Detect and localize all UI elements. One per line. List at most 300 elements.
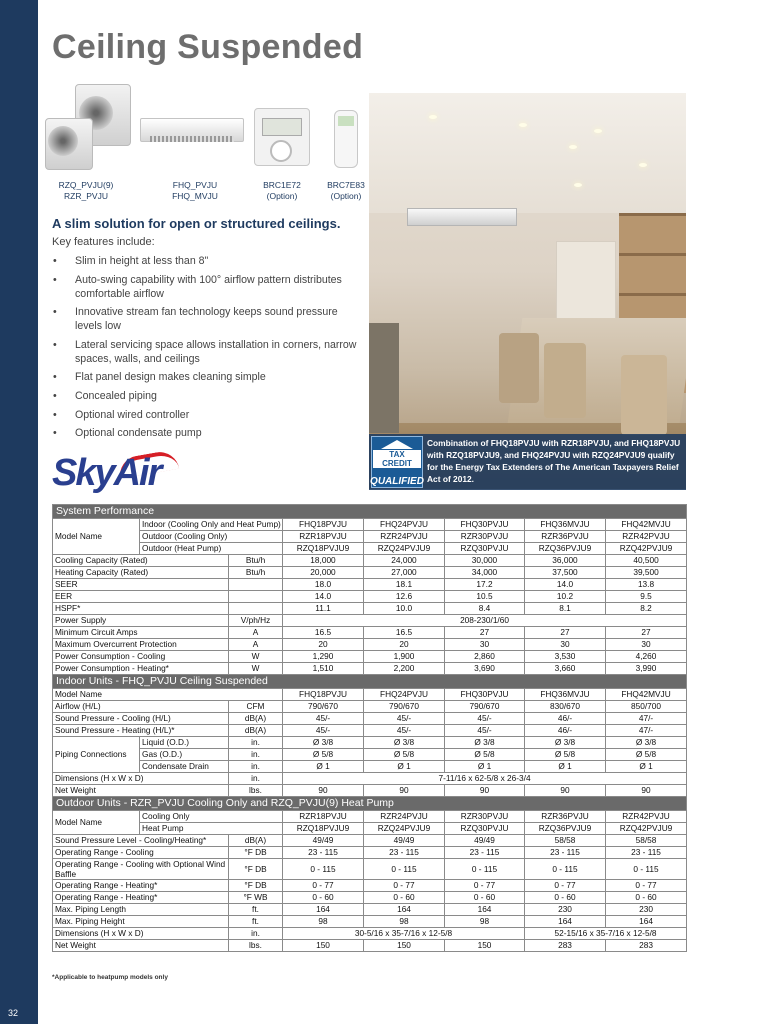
value-cell: RZR36PVJU bbox=[525, 811, 606, 823]
skyair-logo bbox=[52, 448, 186, 498]
value-cell: 790/670 bbox=[445, 701, 525, 713]
value-cell: 98 bbox=[283, 916, 364, 928]
tax-credit-text: Combination of FHQ18PVJU with RZR18PVJU, and FHQ18PVJU with RZQ18PVJU9, and FHQ24PVJU with RZQ24PVJU9 qualify for the Energy Tax Extenders of The American Taxpayers Relief Act of 2012. bbox=[427, 438, 681, 484]
value-cell: 0 - 115 bbox=[525, 859, 606, 880]
value-cell: RZR42PVJU bbox=[606, 811, 687, 823]
value-cell: 0 - 60 bbox=[606, 892, 687, 904]
section-title: Indoor Units - FHQ_PVJU Ceiling Suspended bbox=[53, 675, 687, 689]
value-cell: 20,000 bbox=[283, 567, 364, 579]
unit-cell: V/ph/Hz bbox=[229, 615, 283, 627]
value-cell: RZQ36PVJU9 bbox=[525, 823, 606, 835]
value-cell: 790/670 bbox=[364, 701, 445, 713]
controller-dial bbox=[270, 140, 292, 162]
value-cell: 164 bbox=[606, 916, 687, 928]
feature-text: Slim in height at less than 8" bbox=[75, 255, 209, 267]
ceiling-light bbox=[569, 145, 577, 149]
value-cell: 40,500 bbox=[606, 555, 687, 567]
value-cell: 46/- bbox=[525, 725, 606, 737]
row-label: Dimensions (H x W x D) bbox=[53, 773, 229, 785]
value-cell: 24,000 bbox=[364, 555, 445, 567]
row-label: Condensate Drain bbox=[140, 761, 229, 773]
table-row bbox=[53, 627, 687, 639]
value-cell: Ø 3/8 bbox=[445, 737, 525, 749]
value-cell: 98 bbox=[445, 916, 525, 928]
feature-item bbox=[52, 338, 364, 366]
value-cell: 1,900 bbox=[364, 651, 445, 663]
value-cell: 17.2 bbox=[445, 579, 525, 591]
value-cell: Ø 5/8 bbox=[606, 749, 687, 761]
value-cell: 52-15/16 x 35-7/16 x 12-5/8 bbox=[525, 928, 687, 940]
value-cell: 3,690 bbox=[445, 663, 525, 675]
table-row bbox=[53, 615, 687, 627]
unit-cell: ft. bbox=[229, 916, 283, 928]
features-intro: Key features include: bbox=[52, 236, 155, 248]
value-cell: 283 bbox=[606, 940, 687, 952]
value-cell: 150 bbox=[283, 940, 364, 952]
feature-text: Innovative stream fan technology keeps sound pressure levels low bbox=[75, 306, 338, 333]
table-row bbox=[53, 823, 687, 835]
table-row bbox=[53, 689, 687, 701]
badge-text: QUALIFIED bbox=[370, 476, 424, 487]
table-row bbox=[53, 543, 687, 555]
value-cell: Ø 1 bbox=[525, 761, 606, 773]
feature-item bbox=[52, 273, 364, 301]
unit-cell: CFM bbox=[229, 701, 283, 713]
row-label: Piping Connections bbox=[53, 737, 140, 773]
row-label: Outdoor (Cooling Only) bbox=[140, 531, 283, 543]
side-bar bbox=[0, 0, 38, 1024]
value-cell: 8.4 bbox=[445, 603, 525, 615]
tagline: A slim solution for open or structured ceilings. bbox=[52, 216, 341, 231]
row-label: Operating Range - Cooling with Optional Wind Baffle bbox=[53, 859, 229, 880]
table-row bbox=[53, 603, 687, 615]
product-caption bbox=[48, 180, 124, 202]
feature-item bbox=[52, 305, 364, 333]
value-cell: FHQ18PVJU bbox=[283, 519, 364, 531]
value-cell: Ø 5/8 bbox=[525, 749, 606, 761]
footnote: *Applicable to heatpump models only bbox=[52, 974, 168, 981]
row-label: SEER bbox=[53, 579, 229, 591]
fan-icon bbox=[48, 126, 78, 156]
row-label: Power Consumption - Cooling bbox=[53, 651, 229, 663]
value-cell: Ø 3/8 bbox=[283, 737, 364, 749]
table-row bbox=[53, 639, 687, 651]
value-cell: 0 - 115 bbox=[445, 859, 525, 880]
ceiling-light bbox=[639, 163, 647, 167]
unit-cell: in. bbox=[229, 749, 283, 761]
value-cell: 14.0 bbox=[525, 579, 606, 591]
feature-item bbox=[52, 254, 364, 268]
value-cell: 164 bbox=[283, 904, 364, 916]
value-cell: 16.5 bbox=[283, 627, 364, 639]
controller-screen bbox=[262, 118, 302, 136]
table-row bbox=[53, 916, 687, 928]
value-cell: 45/- bbox=[364, 725, 445, 737]
row-label: Cooling Only bbox=[140, 811, 283, 823]
table-row bbox=[53, 591, 687, 603]
table-row bbox=[53, 904, 687, 916]
table-row bbox=[53, 651, 687, 663]
value-cell: 16.5 bbox=[364, 627, 445, 639]
value-cell: RZQ24PVJU9 bbox=[364, 543, 445, 555]
value-cell: 27 bbox=[525, 627, 606, 639]
caption-line: BRC1E72 bbox=[263, 180, 301, 190]
row-label: Operating Range - Cooling bbox=[53, 847, 229, 859]
row-label: Heat Pump bbox=[140, 823, 283, 835]
value-cell: 10.0 bbox=[364, 603, 445, 615]
value-cell: 850/700 bbox=[606, 701, 687, 713]
section-title: System Performance bbox=[53, 505, 687, 519]
bullet: • bbox=[53, 306, 57, 319]
value-cell: 1,290 bbox=[283, 651, 364, 663]
value-cell: Ø 3/8 bbox=[525, 737, 606, 749]
bullet: • bbox=[53, 389, 57, 402]
caption-line: (Option) bbox=[330, 191, 362, 201]
row-label: HSPF* bbox=[53, 603, 229, 615]
feature-item bbox=[52, 426, 364, 440]
row-label: Max. Piping Height bbox=[53, 916, 229, 928]
table-row bbox=[53, 555, 687, 567]
value-cell: 150 bbox=[445, 940, 525, 952]
unit-cell: °F DB bbox=[229, 859, 283, 880]
value-cell: 8.2 bbox=[606, 603, 687, 615]
value-cell: 18.1 bbox=[364, 579, 445, 591]
value-cell: RZR36PVJU bbox=[525, 531, 606, 543]
row-label: Model Name bbox=[53, 689, 283, 701]
remote-screen bbox=[338, 116, 354, 126]
unit-cell: dB(A) bbox=[229, 835, 283, 847]
value-cell: 46/- bbox=[525, 713, 606, 725]
unit-cell: A bbox=[229, 639, 283, 651]
feature-item bbox=[52, 408, 364, 422]
feature-text: Lateral servicing space allows installation in corners, narrow spaces, walls, and ceilings bbox=[75, 338, 357, 365]
value-cell: 3,990 bbox=[606, 663, 687, 675]
table-row bbox=[53, 519, 687, 531]
value-cell: 90 bbox=[606, 785, 687, 797]
table-row bbox=[53, 773, 687, 785]
value-cell: 23 - 115 bbox=[283, 847, 364, 859]
value-cell: 23 - 115 bbox=[364, 847, 445, 859]
value-cell: FHQ42MVJU bbox=[606, 519, 687, 531]
unit-cell: °F DB bbox=[229, 880, 283, 892]
row-label: Liquid (O.D.) bbox=[140, 737, 229, 749]
value-cell: 23 - 115 bbox=[606, 847, 687, 859]
value-cell: 208-230/1/60 bbox=[283, 615, 687, 627]
value-cell: Ø 5/8 bbox=[283, 749, 364, 761]
row-label: Outdoor (Heat Pump) bbox=[140, 543, 283, 555]
row-label: Model Name bbox=[53, 519, 140, 555]
unit-cell: lbs. bbox=[229, 940, 283, 952]
value-cell: Ø 5/8 bbox=[364, 749, 445, 761]
unit-cell: A bbox=[229, 627, 283, 639]
value-cell: 30,000 bbox=[445, 555, 525, 567]
indoor-grille bbox=[150, 136, 234, 142]
value-cell: FHQ24PVJU bbox=[364, 519, 445, 531]
photo-stool bbox=[621, 355, 667, 435]
value-cell: Ø 1 bbox=[283, 761, 364, 773]
value-cell: RZQ24PVJU9 bbox=[364, 823, 445, 835]
value-cell: 12.6 bbox=[364, 591, 445, 603]
value-cell: FHQ42MVJU bbox=[606, 689, 687, 701]
value-cell: 14.0 bbox=[283, 591, 364, 603]
row-label: Operating Range - Heating* bbox=[53, 880, 229, 892]
value-cell: 47/- bbox=[606, 713, 687, 725]
value-cell: Ø 3/8 bbox=[606, 737, 687, 749]
unit-cell: ft. bbox=[229, 904, 283, 916]
value-cell: 58/58 bbox=[525, 835, 606, 847]
value-cell: RZR42PVJU bbox=[606, 531, 687, 543]
value-cell: 27,000 bbox=[364, 567, 445, 579]
value-cell: 10.2 bbox=[525, 591, 606, 603]
unit-cell: °F DB bbox=[229, 847, 283, 859]
value-cell: Ø 1 bbox=[364, 761, 445, 773]
table-row bbox=[53, 892, 687, 904]
value-cell: 0 - 77 bbox=[525, 880, 606, 892]
row-label: Indoor (Cooling Only and Heat Pump) bbox=[140, 519, 283, 531]
section-title: Outdoor Units - RZR_PVJU Cooling Only and RZQ_PVJU(9) Heat Pump bbox=[53, 797, 687, 811]
value-cell: RZR24PVJU bbox=[364, 811, 445, 823]
photo-stool bbox=[499, 333, 539, 403]
row-label: Operating Range - Heating* bbox=[53, 892, 229, 904]
value-cell: 90 bbox=[445, 785, 525, 797]
value-cell: 30 bbox=[445, 639, 525, 651]
value-cell: 4,260 bbox=[606, 651, 687, 663]
value-cell: 230 bbox=[525, 904, 606, 916]
value-cell: RZQ30PVJU bbox=[445, 823, 525, 835]
feature-text: Optional wired controller bbox=[75, 408, 190, 421]
value-cell: 45/- bbox=[283, 713, 364, 725]
table-row bbox=[53, 847, 687, 859]
feature-text: Concealed piping bbox=[75, 389, 157, 402]
value-cell: 30 bbox=[525, 639, 606, 651]
value-cell: 8.1 bbox=[525, 603, 606, 615]
value-cell: 0 - 60 bbox=[364, 892, 445, 904]
logo-text: SkyAir bbox=[52, 452, 161, 494]
value-cell: 164 bbox=[364, 904, 445, 916]
value-cell: RZR30PVJU bbox=[445, 811, 525, 823]
value-cell: 20 bbox=[364, 639, 445, 651]
row-label: Heating Capacity (Rated) bbox=[53, 567, 229, 579]
row-label: Net Weight bbox=[53, 785, 229, 797]
value-cell: 164 bbox=[445, 904, 525, 916]
value-cell: 0 - 115 bbox=[283, 859, 364, 880]
value-cell: 36,000 bbox=[525, 555, 606, 567]
row-label: Net Weight bbox=[53, 940, 229, 952]
product-caption bbox=[318, 180, 374, 202]
row-label: Sound Pressure - Cooling (H/L) bbox=[53, 713, 229, 725]
row-label: Maximum Overcurrent Protection bbox=[53, 639, 229, 651]
page-title: Ceiling Suspended bbox=[52, 28, 364, 66]
badge-text: CREDIT bbox=[373, 459, 421, 468]
photo-ac-unit bbox=[407, 208, 517, 226]
value-cell: FHQ36MVJU bbox=[525, 519, 606, 531]
unit-cell: in. bbox=[229, 773, 283, 785]
bullet: • bbox=[53, 255, 57, 267]
feature-text: Auto-swing capability with 100° airflow pattern distributes comfortable airflow bbox=[75, 273, 342, 300]
table-row bbox=[53, 701, 687, 713]
badge-text: TAX bbox=[373, 450, 421, 459]
feature-item bbox=[52, 370, 364, 384]
ceiling-light bbox=[594, 129, 602, 133]
row-label: EER bbox=[53, 591, 229, 603]
value-cell: 23 - 115 bbox=[525, 847, 606, 859]
unit-cell: °F WB bbox=[229, 892, 283, 904]
unit-cell: dB(A) bbox=[229, 713, 283, 725]
table-row bbox=[53, 859, 687, 880]
row-label: Max. Piping Length bbox=[53, 904, 229, 916]
value-cell: 2,860 bbox=[445, 651, 525, 663]
ceiling-light bbox=[519, 123, 527, 127]
value-cell: 45/- bbox=[283, 725, 364, 737]
value-cell: 283 bbox=[525, 940, 606, 952]
caption-line: BRC7E83 bbox=[327, 180, 365, 190]
house-icon bbox=[381, 440, 413, 449]
value-cell: Ø 1 bbox=[445, 761, 525, 773]
photo-stool bbox=[544, 343, 586, 418]
value-cell: 10.5 bbox=[445, 591, 525, 603]
table-row bbox=[53, 749, 687, 761]
product-caption bbox=[160, 180, 230, 202]
value-cell: FHQ18PVJU bbox=[283, 689, 364, 701]
value-cell: 9.5 bbox=[606, 591, 687, 603]
value-cell: 30-5/16 x 35-7/16 x 12-5/8 bbox=[283, 928, 525, 940]
table-row bbox=[53, 725, 687, 737]
value-cell: RZQ18PVJU9 bbox=[283, 823, 364, 835]
feature-text: Flat panel design makes cleaning simple bbox=[75, 371, 266, 384]
value-cell: 3,530 bbox=[525, 651, 606, 663]
value-cell: FHQ30PVJU bbox=[445, 689, 525, 701]
section-header-row bbox=[53, 505, 687, 519]
ceiling-light bbox=[429, 115, 437, 119]
unit-cell: dB(A) bbox=[229, 725, 283, 737]
value-cell: 790/670 bbox=[283, 701, 364, 713]
spec-table bbox=[52, 504, 687, 952]
value-cell: RZQ42PVJU9 bbox=[606, 823, 687, 835]
value-cell: 20 bbox=[283, 639, 364, 651]
value-cell: RZQ18PVJU9 bbox=[283, 543, 364, 555]
value-cell: 45/- bbox=[364, 713, 445, 725]
value-cell: 37,500 bbox=[525, 567, 606, 579]
table-row bbox=[53, 531, 687, 543]
value-cell: 0 - 115 bbox=[364, 859, 445, 880]
bullet: • bbox=[53, 273, 57, 286]
section-header-row bbox=[53, 675, 687, 689]
value-cell: 0 - 77 bbox=[445, 880, 525, 892]
photo-person bbox=[369, 323, 399, 433]
table-row bbox=[53, 663, 687, 675]
value-cell: 45/- bbox=[445, 725, 525, 737]
product-caption bbox=[254, 180, 310, 202]
value-cell: 39,500 bbox=[606, 567, 687, 579]
value-cell: RZR18PVJU bbox=[283, 811, 364, 823]
bullet: • bbox=[53, 427, 57, 440]
value-cell: 0 - 115 bbox=[606, 859, 687, 880]
value-cell: 0 - 77 bbox=[364, 880, 445, 892]
value-cell: 18,000 bbox=[283, 555, 364, 567]
row-label: Gas (O.D.) bbox=[140, 749, 229, 761]
unit-cell: lbs. bbox=[229, 785, 283, 797]
value-cell: 150 bbox=[364, 940, 445, 952]
value-cell: 18.0 bbox=[283, 579, 364, 591]
value-cell: 58/58 bbox=[606, 835, 687, 847]
value-cell: 3,660 bbox=[525, 663, 606, 675]
table-row bbox=[53, 761, 687, 773]
unit-cell bbox=[229, 591, 283, 603]
value-cell: 49/49 bbox=[445, 835, 525, 847]
value-cell: 90 bbox=[364, 785, 445, 797]
value-cell: FHQ30PVJU bbox=[445, 519, 525, 531]
value-cell: 11.1 bbox=[283, 603, 364, 615]
value-cell: 27 bbox=[606, 627, 687, 639]
table-row bbox=[53, 940, 687, 952]
value-cell: Ø 5/8 bbox=[445, 749, 525, 761]
value-cell: FHQ36MVJU bbox=[525, 689, 606, 701]
value-cell: 0 - 60 bbox=[525, 892, 606, 904]
value-cell: 0 - 77 bbox=[283, 880, 364, 892]
value-cell: 1,510 bbox=[283, 663, 364, 675]
unit-cell: in. bbox=[229, 761, 283, 773]
table-row bbox=[53, 811, 687, 823]
caption-line: FHQ_MVJU bbox=[172, 191, 218, 201]
row-label: Sound Pressure - Heating (H/L)* bbox=[53, 725, 229, 737]
page-number: 32 bbox=[8, 1008, 19, 1018]
bullet: • bbox=[53, 408, 57, 421]
table-row bbox=[53, 880, 687, 892]
row-label: Model Name bbox=[53, 811, 140, 835]
bullet: • bbox=[53, 371, 57, 384]
caption-line: FHQ_PVJU bbox=[172, 180, 218, 190]
table-row bbox=[53, 579, 687, 591]
value-cell: 0 - 60 bbox=[283, 892, 364, 904]
unit-cell: W bbox=[229, 663, 283, 675]
value-cell: 90 bbox=[525, 785, 606, 797]
value-cell: 23 - 115 bbox=[445, 847, 525, 859]
value-cell: FHQ24PVJU bbox=[364, 689, 445, 701]
value-cell: 7-11/16 x 62-5/8 x 26-3/4 bbox=[283, 773, 687, 785]
unit-cell: in. bbox=[229, 928, 283, 940]
value-cell: RZR24PVJU bbox=[364, 531, 445, 543]
unit-cell bbox=[229, 579, 283, 591]
value-cell: 164 bbox=[525, 916, 606, 928]
table-row bbox=[53, 567, 687, 579]
feature-text: Optional condensate pump bbox=[75, 427, 202, 440]
unit-cell: Btu/h bbox=[229, 567, 283, 579]
unit-cell: Btu/h bbox=[229, 555, 283, 567]
value-cell: 230 bbox=[606, 904, 687, 916]
value-cell: 49/49 bbox=[283, 835, 364, 847]
row-label: Minimum Circuit Amps bbox=[53, 627, 229, 639]
caption-line: (Option) bbox=[266, 191, 298, 201]
value-cell: RZQ36PVJU9 bbox=[525, 543, 606, 555]
row-label: Power Supply bbox=[53, 615, 229, 627]
photo-ceiling bbox=[369, 93, 686, 213]
value-cell: Ø 1 bbox=[606, 761, 687, 773]
row-label: Power Consumption - Heating* bbox=[53, 663, 229, 675]
table-row bbox=[53, 785, 687, 797]
value-cell: RZR18PVJU bbox=[283, 531, 364, 543]
table-row bbox=[53, 713, 687, 725]
value-cell: 34,000 bbox=[445, 567, 525, 579]
value-cell: 0 - 60 bbox=[445, 892, 525, 904]
value-cell: 90 bbox=[283, 785, 364, 797]
value-cell: 830/670 bbox=[525, 701, 606, 713]
value-cell: RZQ42PVJU9 bbox=[606, 543, 687, 555]
value-cell: Ø 3/8 bbox=[364, 737, 445, 749]
bullet: • bbox=[53, 338, 57, 351]
table-row bbox=[53, 835, 687, 847]
value-cell: 0 - 77 bbox=[606, 880, 687, 892]
caption-line: RZR_PVJU bbox=[64, 191, 108, 201]
